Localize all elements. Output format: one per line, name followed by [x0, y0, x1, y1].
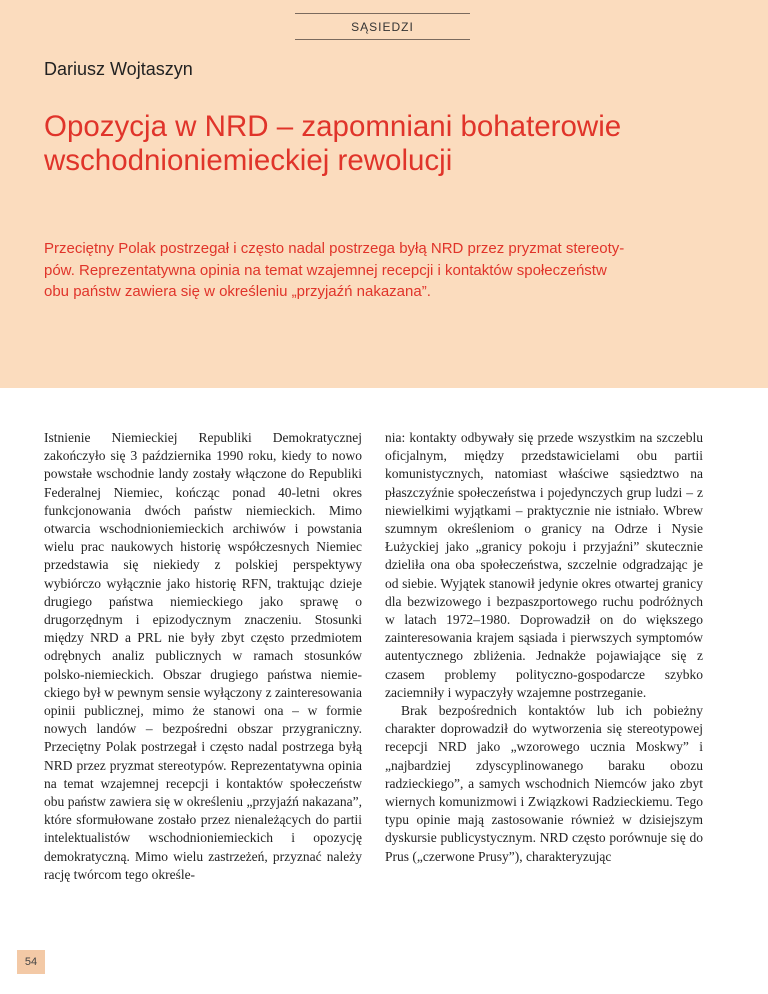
lead-line: obu państw zawiera się w określeniu „przyjaźń nakazana”. [44, 283, 431, 300]
body-paragraph: Istnienie Niemieckiej Republiki Demokratycznej zakończyło się 3 października 1990 roku, kiedy to nowo powstałe wschodnie landy zostały włączone do Republiki Federalnej Niemiec, kończąc ponad 40-letni okres funkcjonowania dwóch państw niemieckich. Mimo otwarcia wschodnioniemieckich archiwów i powstania wielu prac naukowych historię współczesnych Niemiec przedstawia się niekiedy z polskiej perspektywy wybiórczo wyłącznie jako historię RFN, traktując dzieje drugiego państwa niemieckiego jako sprawę o drugorzędnym i epizodycznym znaczeniu. Stosunki między NRD a PRL nie były zbyt często przedmiotem odrębnych analiz publicznych w ramach stosunków polsko-niemieckich. Obszar drugiego państwa niemieckiego był w pewnym sensie wyłączony z zainteresowania opinii publicznej, mimo że stanowi ona – w formie nowych landów – bezpośredni obszar przygraniczny. Przeciętny Polak postrzegał i często nadal postrzega byłą NRD przez pryzmat stereotypów. Reprezentatywna opinia na temat wzajemnej recepcji i kontaktów społeczeństw obu państw zawiera się w określeniu „przyjaźń nakazana”, które sformułowane zostało przez nienależących do partii intelektualistów wschodnioniemieckich i opozycję demokratyczną. Mimo wielu zastrzeżeń, przyznać należy rację twórcom tego określe- [44, 430, 362, 882]
lead-paragraph [44, 238, 729, 303]
lead-line: pów. Reprezentatywna opinia na temat wzajemnej recepcji i kontaktów społeczeństw [44, 261, 607, 279]
body-column-left [44, 429, 362, 884]
section-rule-bottom [295, 39, 470, 40]
lead-line: Przeciętny Polak postrzegał i często nadal postrzega byłą NRD przez pryzmat stereoty- [44, 240, 625, 257]
body-paragraph: nia: kontakty odbywały się przede wszystkim na szczeblu oficjalnym, między przedstawicielami obu partii komunistycznych, natomiast właściwe sąsiedztwo na płaszczyźnie społeczeństwa i pojedynczych grup ludzi – z niewielkimi wyjątkami – praktycznie nie istniało. Wbrew szumnym określeniom o granicy na Odrze i Nysie Łużyckiej jako „granicy pokoju i przyjaźni” skutecznie dzieliła ona oba społeczeństwa, szczelnie odgradzając je od siebie. Wyjątek stanowił jedynie okres otwartej granicy dla bezwizowego i bezpaszportowego ruchu podróżnych w latach 1972–1980. Doprowadził on do większego zainteresowania krajem sąsiada i pierwszych symptomów autentycznego zbliżenia. Jednakże pojawiające się z czasem problemy polityczno-gospodarcze szybko zaciemniły i wypaczyły wzajemne postrzeganie. [385, 430, 703, 700]
page-number: 54 [17, 950, 45, 974]
title-line: Opozycja w NRD – zapomniani bohaterowie [44, 110, 622, 143]
title-line: wschodnioniemieckiej rewolucji [44, 144, 453, 177]
section-label: SĄSIEDZI [351, 20, 414, 34]
author-name: Dariusz Wojtaszyn [44, 59, 193, 79]
article-title [44, 110, 734, 178]
section-rule-top [295, 13, 470, 14]
body-paragraph: Brak bezpośrednich kontaktów lub ich pobieżny charakter doprowadził do wytworzenia się stereotypowej recepcji NRD jako „wzorowego ucznia Moskwy” i „najbardziej zdyscyplinowanego baraku obozu radzieckiego”, a samych wschodnich Niemców jako zbyt wiernych komunizmowi i Związkowi Radzieckiemu. Tego typu opinie mają zastosowanie również w dzisiejszym dyskursie publicystycznym. NRD często porównuje się do Prus („czerwone Prusy”), charakteryzując [385, 703, 703, 864]
body-column-right [385, 429, 703, 866]
